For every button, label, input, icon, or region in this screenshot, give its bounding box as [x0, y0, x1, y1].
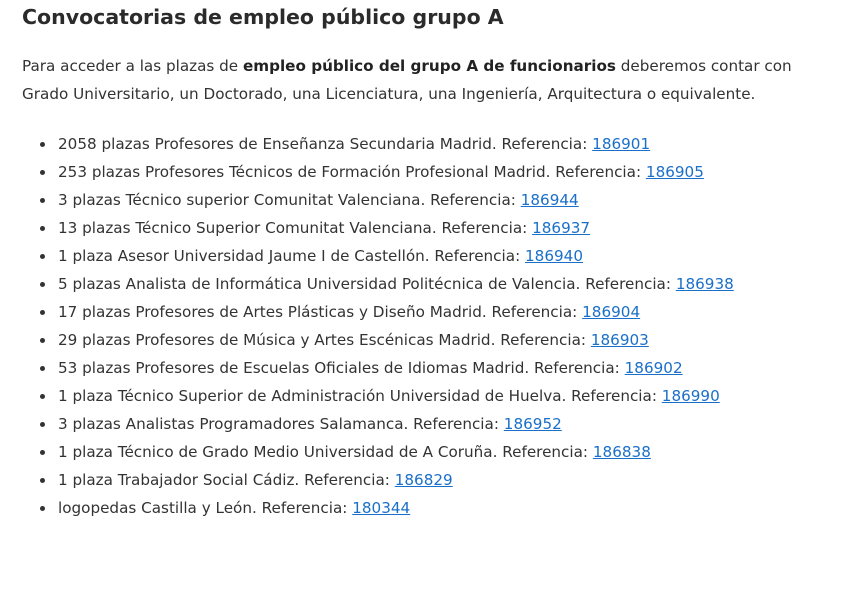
intro-text-after: deberemos contar con Grado Universitario, un Doctorado, una Licenciatura, una Ingeniería, Arquitectura o equivalente.	[22, 57, 792, 103]
list-item-text: 253 plazas Profesores Técnicos de Formación Profesional Madrid. Referencia:	[58, 163, 646, 181]
list-item	[58, 410, 842, 438]
list-item	[58, 494, 842, 522]
list-item	[58, 186, 842, 214]
list-item-text: 1 plaza Técnico de Grado Medio Universidad de A Coruña. Referencia:	[58, 443, 593, 461]
list-item-text: logopedas Castilla y León. Referencia:	[58, 499, 353, 517]
page-title: Convocatorias de empleo público grupo A	[22, 5, 504, 29]
list-item	[58, 214, 842, 242]
reference-link[interactable]: 186905	[645, 163, 704, 181]
reference-link[interactable]: 186937	[532, 219, 591, 237]
list-item	[58, 466, 842, 494]
reference-link[interactable]: 186829	[394, 471, 453, 489]
list-item	[58, 326, 842, 354]
article-content	[22, 0, 842, 522]
list-item	[58, 158, 842, 186]
reference-link[interactable]: 180344	[352, 499, 411, 517]
reference-link[interactable]: 186904	[582, 303, 641, 321]
reference-link[interactable]: 186952	[503, 415, 562, 433]
list-item	[58, 382, 842, 410]
list-item-text: 17 plazas Profesores de Artes Plásticas y Diseño Madrid. Referencia:	[58, 303, 583, 321]
list-item	[58, 242, 842, 270]
list-item-text: 1 plaza Trabajador Social Cádiz. Referencia:	[58, 471, 395, 489]
list-item-text: 5 plazas Analista de Informática Universidad Politécnica de Valencia. Referencia:	[58, 275, 676, 293]
list-item-text: 1 plaza Asesor Universidad Jaume I de Castellón. Referencia:	[58, 247, 526, 265]
list-item-text: 3 plazas Analistas Programadores Salamanca. Referencia:	[58, 415, 504, 433]
list-item	[58, 298, 842, 326]
intro-text-before: Para acceder a las plazas de	[22, 57, 243, 75]
list-item-text: 13 plazas Técnico Superior Comunitat Valenciana. Referencia:	[58, 219, 533, 237]
list-item	[58, 354, 842, 382]
reference-link[interactable]: 186938	[675, 275, 734, 293]
reference-link[interactable]: 186940	[525, 247, 583, 265]
reference-link[interactable]: 186838	[592, 443, 651, 461]
reference-link[interactable]: 186902	[624, 359, 683, 377]
job-list	[22, 130, 842, 522]
reference-link[interactable]: 186903	[590, 331, 649, 349]
reference-link[interactable]: 186944	[520, 191, 579, 209]
list-item-text: 29 plazas Profesores de Música y Artes Escénicas Madrid. Referencia:	[58, 331, 591, 349]
list-item-text: 1 plaza Técnico Superior de Administración Universidad de Huelva. Referencia:	[58, 387, 662, 405]
list-item-text: 3 plazas Técnico superior Comunitat Valenciana. Referencia:	[58, 191, 521, 209]
list-item	[58, 270, 842, 298]
intro-bold-text: empleo público del grupo A de funcionarios	[242, 57, 616, 75]
reference-link[interactable]: 186990	[661, 387, 720, 405]
list-item	[58, 130, 842, 158]
list-item	[58, 438, 842, 466]
list-item-text: 53 plazas Profesores de Escuelas Oficiales de Idiomas Madrid. Referencia:	[58, 359, 625, 377]
intro-paragraph	[22, 52, 842, 108]
reference-link[interactable]: 186901	[592, 135, 651, 153]
list-item-text: 2058 plazas Profesores de Enseñanza Secundaria Madrid. Referencia:	[58, 135, 593, 153]
